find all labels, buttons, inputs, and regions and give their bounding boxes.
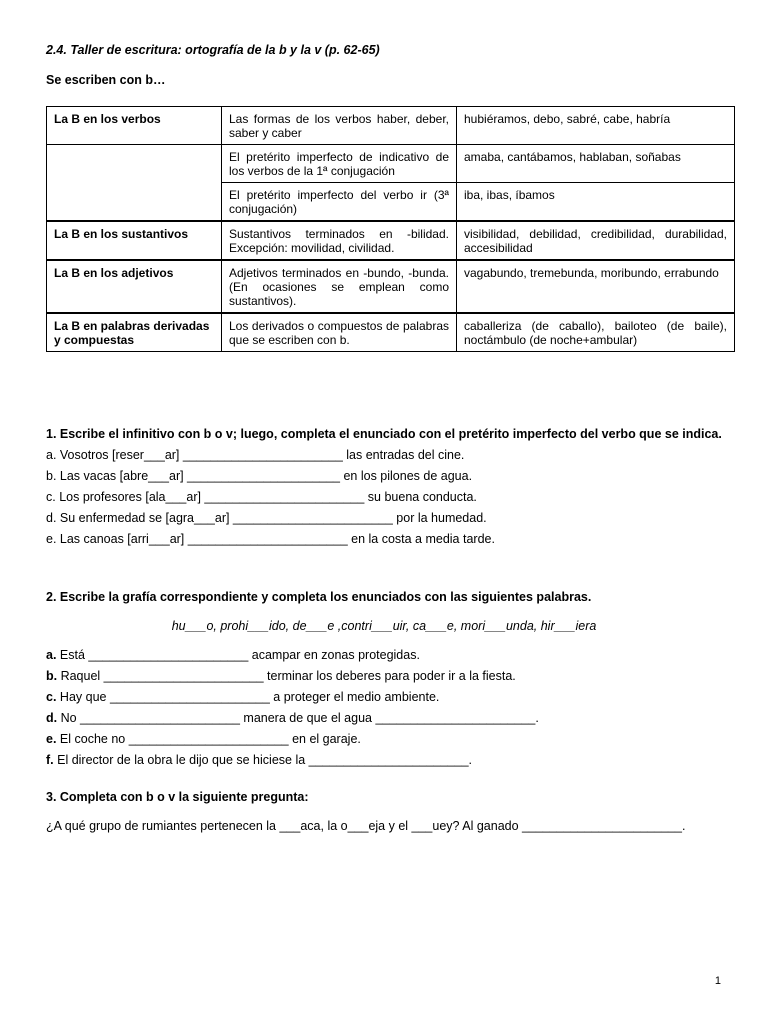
item-text: Hay que _______________________ a proteger el medio ambiente. [56, 690, 440, 704]
exercise-2-item-f [46, 750, 722, 771]
item-label: f. [46, 753, 54, 767]
exercise-2-heading: 2. Escribe la grafía correspondiente y completa los enunciados con las siguientes palabras. [46, 590, 592, 604]
item-text: Está _______________________ acampar en zonas protegidas. [56, 648, 420, 662]
exercise-1-item-e: e. Las canoas [arri___ar] _______________________ en la costa a media tarde. [46, 532, 495, 546]
item-label: e. [46, 732, 57, 746]
category-cell: La B en palabras derivadas y compuestas [47, 313, 222, 352]
examples-cell: caballeriza (de caballo), bailoteo (de baile), noctámbulo (de noche+ambular) [457, 313, 735, 352]
item-label: b. [46, 669, 58, 683]
examples-cell: vagabundo, tremebunda, moribundo, errabundo [457, 260, 735, 313]
exercise-1-item-a: a. Vosotros [reser___ar] _______________________ las entradas del cine. [46, 448, 465, 462]
item-label: c. [46, 690, 57, 704]
page-number: 1 [714, 975, 721, 987]
page-title: 2.4. Taller de escritura: ortografía de la b y la v (p. 62-65) [46, 43, 380, 57]
exercise-2-item-c [46, 687, 722, 708]
rule-cell: Adjetivos terminados en -bundo, -bunda. (En ocasiones se emplean como sustantivos). [222, 260, 457, 313]
exercise-3-question: ¿A qué grupo de rumiantes pertenecen la ___aca, la o___eja y el ___uey? Al ganado _______________________. [46, 819, 686, 833]
exercise-3 [46, 787, 722, 837]
item-label: d. [46, 711, 58, 725]
category-cell [47, 145, 222, 183]
table-row [47, 145, 735, 183]
exercise-2-item-d [46, 708, 722, 729]
word-list: hu___o, prohi___ido, de___e ,contri___uir, ca___e, mori___unda, hir___iera [171, 619, 597, 633]
category-cell: La B en los sustantivos [47, 221, 222, 260]
table-row [47, 260, 735, 313]
examples-cell: visibilidad, debilidad, credibilidad, durabilidad, accesibilidad [457, 221, 735, 260]
rule-cell: Las formas de los verbos haber, deber, saber y caber [222, 107, 457, 145]
exercise-2-item-b [46, 666, 722, 687]
item-text: El coche no _______________________ en el garaje. [56, 732, 361, 746]
examples-cell: iba, ibas, íbamos [457, 183, 735, 222]
item-label: a. [46, 648, 57, 662]
exercise-1-heading: 1. Escribe el infinitivo con b o v; luego, completa el enunciado con el pretérito imperfecto del verbo que se indica. [46, 427, 722, 441]
exercise-2-item-e [46, 729, 722, 750]
category-cell [47, 183, 222, 222]
exercise-1-item-c: c. Los profesores [ala___ar] _______________________ su buena conducta. [46, 490, 477, 504]
examples-cell: hubiéramos, debo, sabré, cabe, habría [457, 107, 735, 145]
item-text: El director de la obra le dijo que se hiciese la _______________________. [53, 753, 473, 767]
rule-cell: El pretérito imperfecto de indicativo de los verbos de la 1ª conjugación [222, 145, 457, 183]
item-text: No _______________________ manera de que el agua _______________________. [57, 711, 539, 725]
rules-table [46, 106, 735, 352]
item-text: Raquel _______________________ terminar los deberes para poder ir a la fiesta. [57, 669, 516, 683]
rule-cell: Los derivados o compuestos de palabras que se escriben con b. [222, 313, 457, 352]
table-row [47, 107, 735, 145]
table-row [47, 183, 735, 222]
rule-cell: Sustantivos terminados en -bilidad. Excepción: movilidad, civilidad. [222, 221, 457, 260]
exercise-1 [46, 424, 722, 550]
exercise-2-item-a [46, 645, 722, 666]
table-row [47, 221, 735, 260]
exercise-1-item-d: d. Su enfermedad se [agra___ar] _______________________ por la humedad. [46, 511, 487, 525]
exercise-1-item-b: b. Las vacas [abre___ar] ______________________ en los pilones de agua. [46, 469, 473, 483]
table-row [47, 313, 735, 352]
rule-cell: El pretérito imperfecto del verbo ir (3ª conjugación) [222, 183, 457, 222]
examples-cell: amaba, cantábamos, hablaban, soñabas [457, 145, 735, 183]
section-subtitle: Se escriben con b… [46, 73, 166, 87]
category-cell: La B en los adjetivos [47, 260, 222, 313]
exercise-2 [46, 587, 722, 771]
exercise-3-heading: 3. Completa con b o v la siguiente pregunta: [46, 790, 309, 804]
category-cell: La B en los verbos [47, 107, 222, 145]
